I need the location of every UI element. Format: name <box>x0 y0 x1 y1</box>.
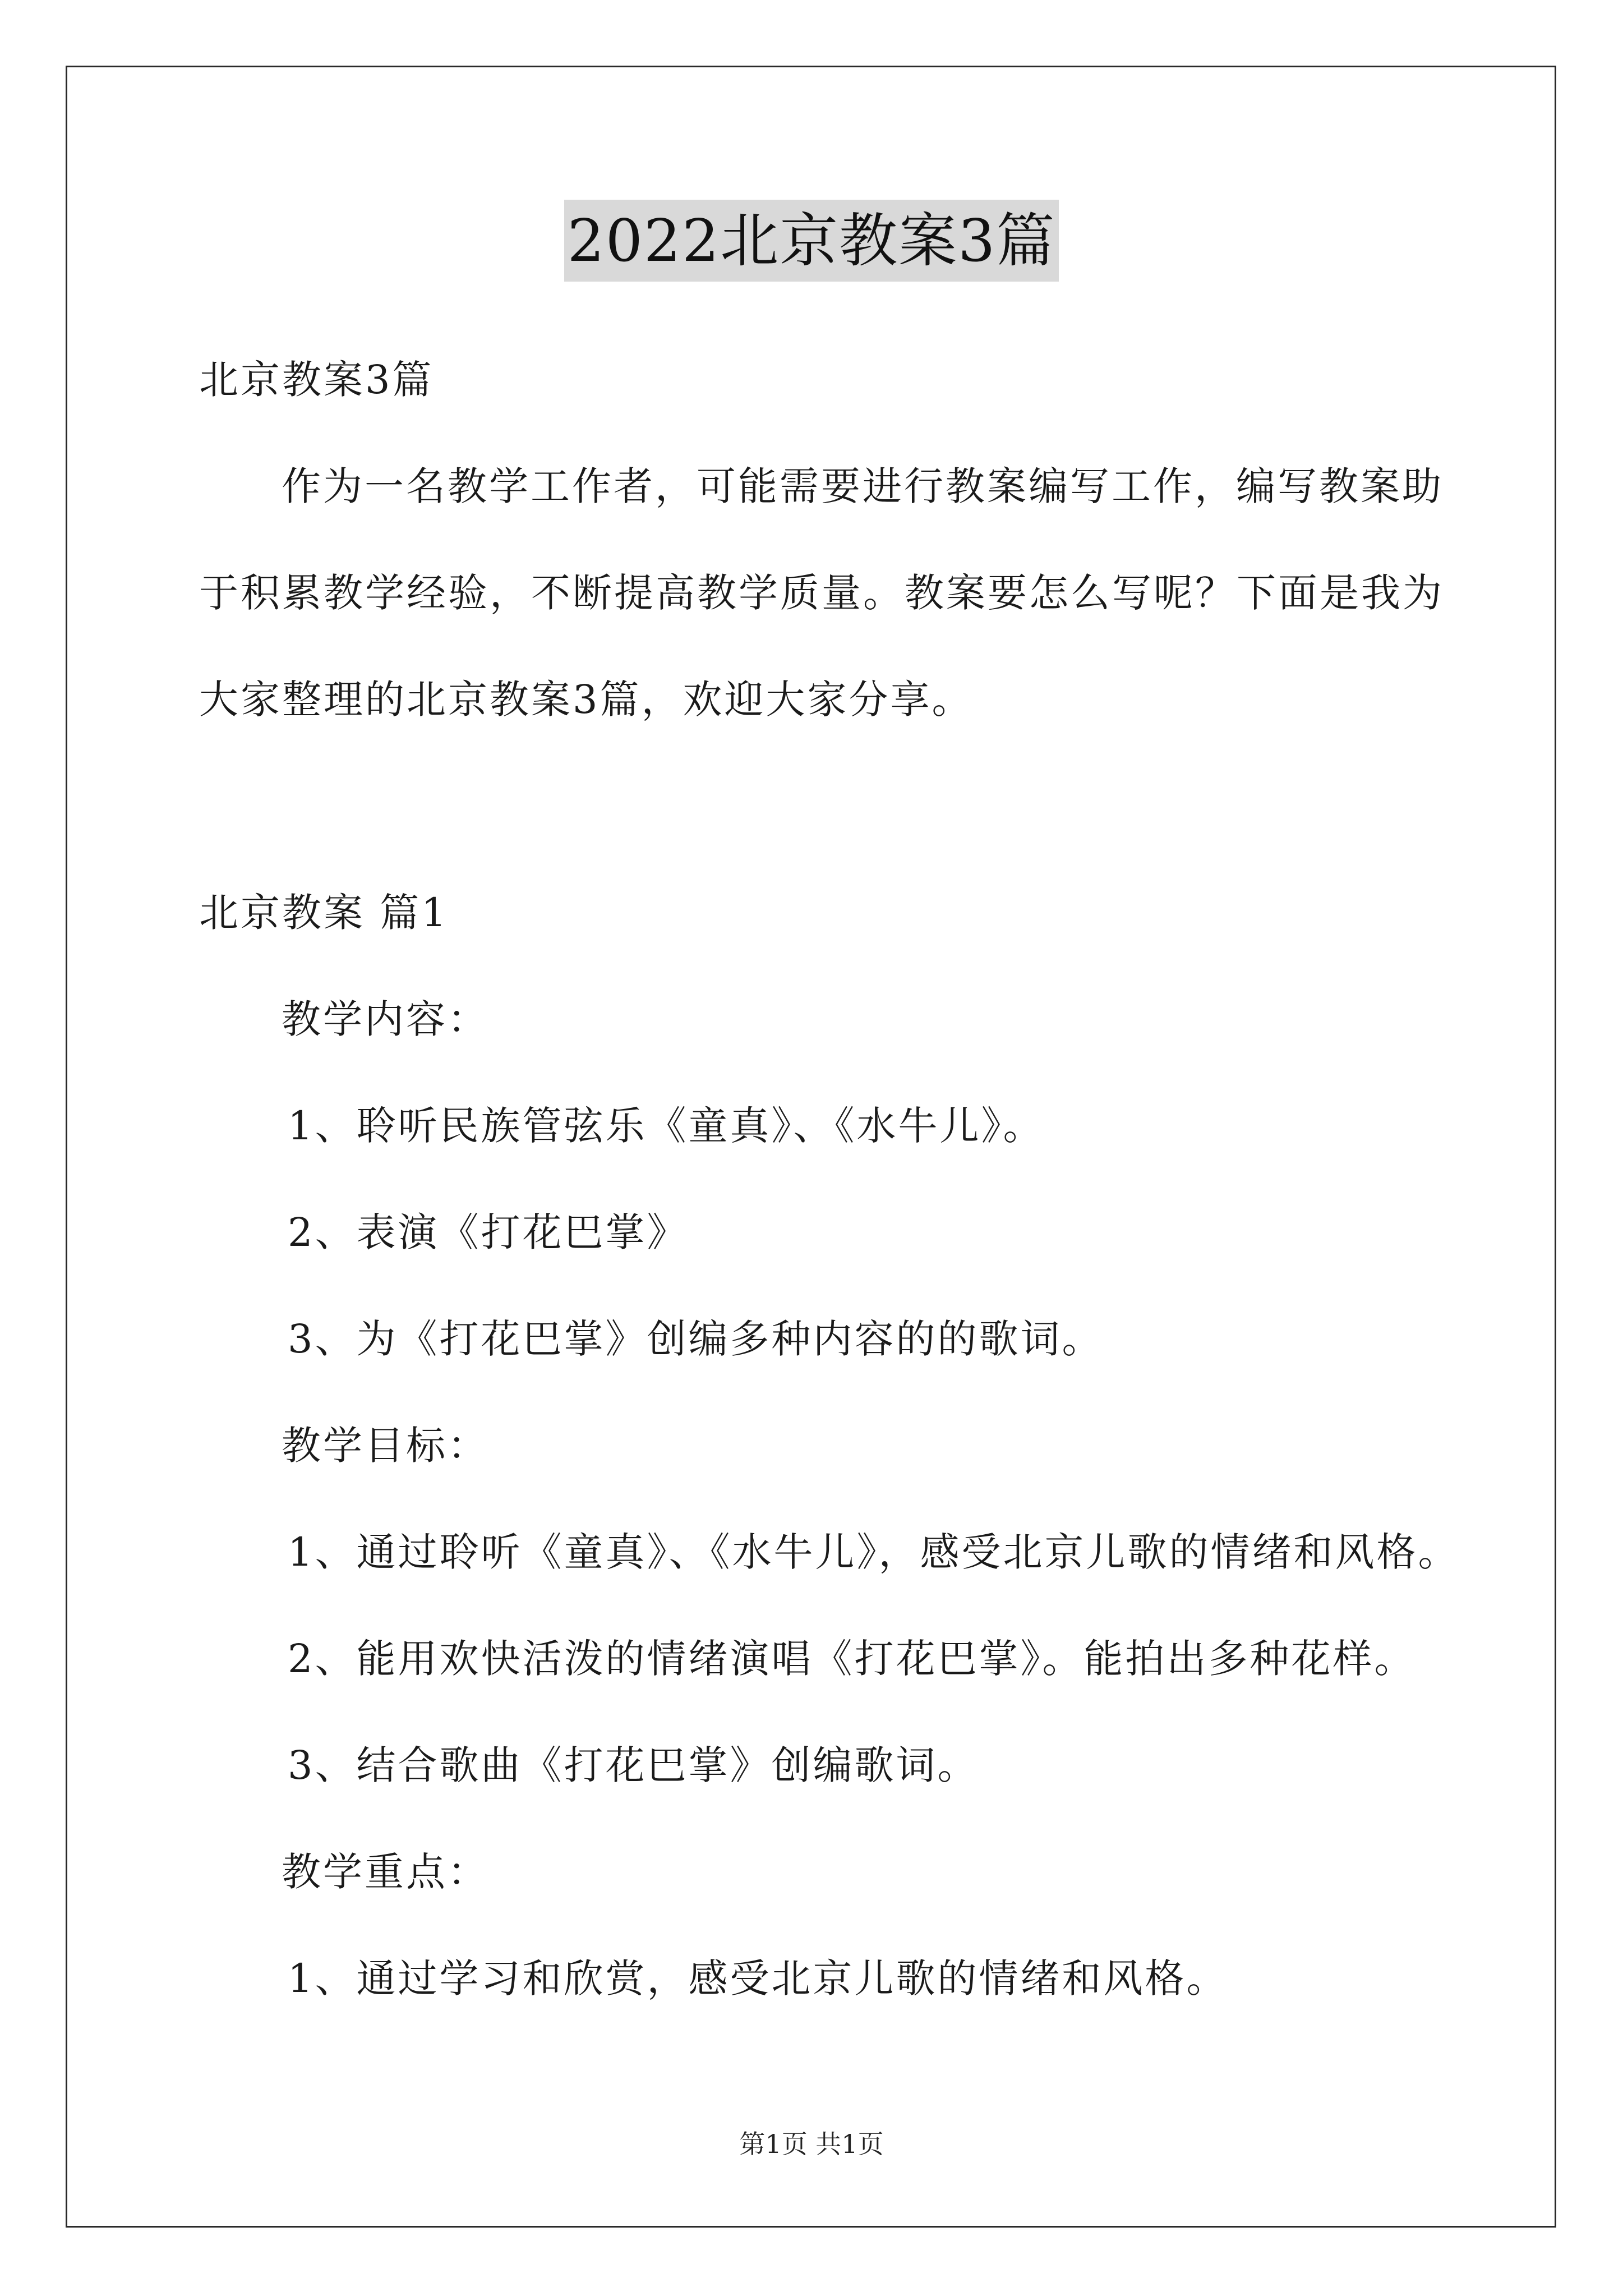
title-container <box>0 200 1623 282</box>
section-heading: 北京教案 篇1 <box>199 890 449 936</box>
intro-line-2: 于积累教学经验，不断提高教学质量。教案要怎么写呢？下面是我为 <box>199 570 1444 616</box>
goal-item-1: 1、通过聆听《童真》、《水牛儿》，感受北京儿歌的情绪和风格。 <box>288 1529 1460 1575</box>
content-item-3: 3、为《打花巴掌》创编多种内容的的歌词。 <box>288 1316 1104 1362</box>
intro-line-3: 大家整理的北京教案3篇，欢迎大家分享。 <box>199 677 974 723</box>
document-title: 2022北京教案3篇 <box>564 200 1059 282</box>
goal-item-3: 3、结合歌曲《打花巴掌》创编歌词。 <box>288 1742 979 1788</box>
content-item-2: 2、表演《打花巴掌》 <box>288 1209 689 1255</box>
goal-item-2: 2、能用欢快活泼的情绪演唱《打花巴掌》。能拍出多种花样。 <box>288 1636 1416 1682</box>
content-heading: 教学内容： <box>282 996 489 1042</box>
focus-heading: 教学重点： <box>282 1849 489 1895</box>
content-item-1: 1、聆听民族管弦乐《童真》、《水牛儿》。 <box>288 1103 1045 1149</box>
page-footer: 第1页 共1页 <box>739 2129 884 2159</box>
goals-heading: 教学目标： <box>282 1423 489 1469</box>
intro-line-1: 作为一名教学工作者，可能需要进行教案编写工作，编写教案助 <box>282 463 1444 509</box>
focus-item-1: 1、通过学习和欣赏，感受北京儿歌的情绪和风格。 <box>288 1955 1228 2001</box>
subtitle-line: 北京教案3篇 <box>199 357 434 403</box>
